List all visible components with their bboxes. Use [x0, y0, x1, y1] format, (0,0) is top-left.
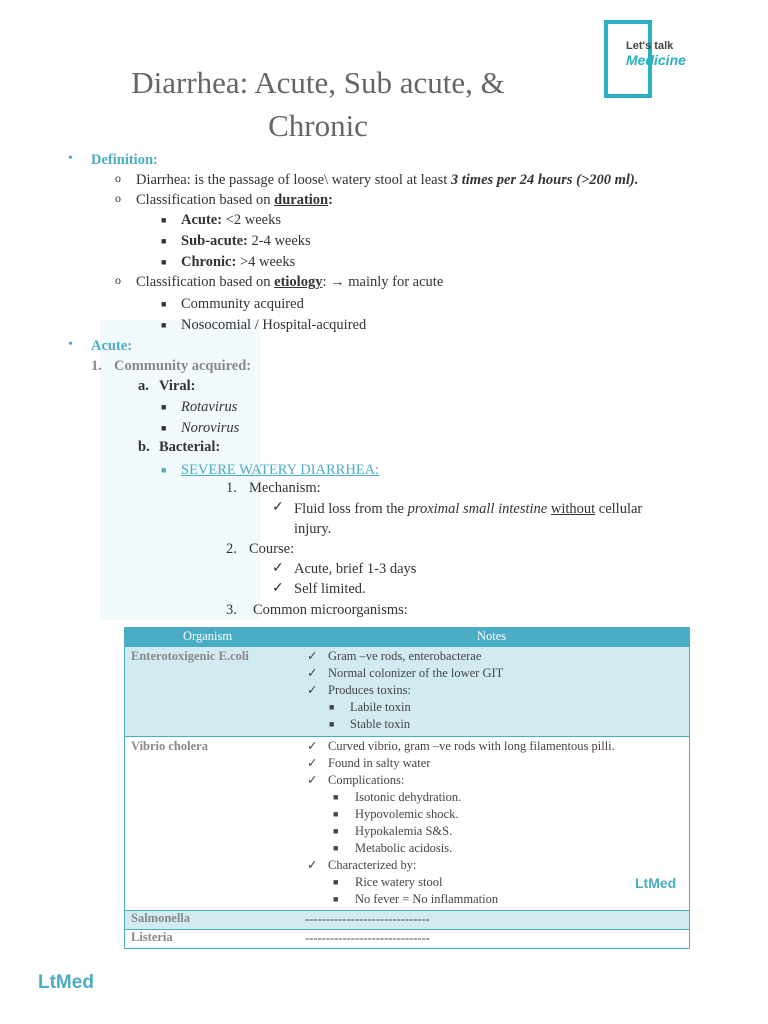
course-item-2: Self limited. — [294, 581, 366, 597]
num-2-course: 2. — [226, 541, 237, 557]
bullet-dot: • — [68, 337, 73, 352]
check-icon: ✓ — [307, 858, 318, 872]
course-item-1: Acute, brief 1-3 days — [294, 561, 417, 577]
dur-suffix: : — [328, 192, 333, 208]
bullet-square: ■ — [161, 402, 167, 412]
logo-line2: Medicine — [626, 52, 686, 68]
rotavirus: Rotavirus — [181, 399, 238, 415]
check-icon: ✓ — [272, 500, 284, 515]
community-acquired: Community acquired — [181, 296, 304, 312]
definition-emphasis: 3 times per 24 hours (>200 ml). — [450, 172, 639, 188]
chronic-duration — [181, 252, 295, 272]
viral-heading: Viral: — [159, 378, 196, 394]
note-item: Normal colonizer of the lower GIT — [328, 666, 504, 680]
definition-heading: Definition: — [91, 152, 158, 168]
note-item: Found in salty water — [328, 756, 431, 770]
note-placeholder: ------------------------------ — [305, 931, 430, 945]
note-item: Gram –ve rods, enterobacterae — [328, 649, 482, 663]
dur-key: duration — [274, 192, 329, 208]
check-icon: ✓ — [307, 666, 318, 680]
subacute-label: Sub-acute: — [181, 233, 248, 249]
check-icon: ✓ — [272, 561, 284, 576]
title-line2: Chronic — [268, 107, 368, 143]
table-row — [125, 646, 689, 736]
check-icon: ✓ — [307, 683, 318, 697]
note-subitem: No fever = No inflammation — [355, 892, 499, 906]
bullet-square: ■ — [161, 236, 167, 246]
note-item: Complications: — [328, 773, 405, 787]
definition-text: Diarrhea: is the passage of loose\ watery stool at least — [136, 172, 451, 188]
bullet-square: ■ — [161, 320, 167, 330]
eti-suffix: : → mainly for acute — [322, 274, 444, 290]
bullet-square: ■ — [161, 215, 167, 225]
mech-italic: proximal small intestine — [407, 501, 548, 517]
bullet-square: ■ — [333, 894, 339, 904]
mechanism-text — [294, 499, 642, 519]
mechanism-text-line2: injury. — [294, 521, 332, 537]
bullet-square: ■ — [333, 826, 339, 836]
letter-a: a. — [138, 378, 149, 394]
num-1-mech: 1. — [226, 480, 237, 496]
note-item: Produces toxins: — [328, 683, 411, 697]
chronic-value: >4 weeks — [236, 254, 296, 270]
acute-heading: Acute: — [91, 338, 133, 354]
num-1: 1. — [91, 358, 102, 374]
organism-cell: Salmonella — [131, 911, 191, 925]
num-3-common: 3. — [226, 602, 237, 618]
table-brand-mark: LtMed — [635, 875, 677, 891]
mech-suffix: cellular — [595, 501, 643, 517]
logo — [626, 40, 746, 68]
note-item: Curved vibrio, gram –ve rods with long filamentous pilli. — [328, 739, 615, 753]
common-heading: Common microorganisms: — [253, 602, 408, 618]
severe-watery-heading — [181, 460, 379, 480]
mechanism-heading: Mechanism: — [249, 480, 321, 496]
note-subitem: Metabolic acidosis. — [355, 841, 453, 855]
bullet-square: ■ — [333, 792, 339, 802]
diarrhea-definition — [136, 170, 638, 190]
page-title — [0, 64, 636, 146]
title-line1: Diarrhea: Acute, Sub acute, & — [131, 65, 505, 100]
acute-value: <2 weeks — [222, 212, 281, 228]
bacterial-heading: Bacterial: — [159, 439, 221, 455]
bullet-o: o — [115, 191, 121, 205]
norovirus: Norovirus — [181, 420, 240, 436]
classification-duration — [136, 190, 333, 210]
bullet-o: o — [115, 171, 121, 185]
note-subitem: Isotonic dehydration. — [355, 790, 462, 804]
header-organism: Organism — [183, 629, 233, 643]
footer-brand-mark: LtMed — [38, 972, 94, 993]
check-icon: ✓ — [307, 739, 318, 753]
organism-cell: Vibrio cholera — [131, 739, 208, 753]
dur-prefix: Classification based on — [136, 192, 275, 208]
note-subitem: Rice watery stool — [355, 875, 443, 889]
note-subitem: Stable toxin — [350, 717, 411, 731]
course-heading: Course: — [249, 541, 295, 557]
bullet-square: ■ — [161, 423, 167, 433]
bullet-square: ■ — [161, 465, 167, 475]
nosocomial: Nosocomial / Hospital-acquired — [181, 317, 367, 333]
note-subitem: Labile toxin — [350, 700, 411, 714]
bullet-dot: • — [68, 151, 73, 166]
check-icon: ✓ — [307, 756, 318, 770]
check-icon: ✓ — [307, 649, 318, 663]
header-notes: Notes — [477, 629, 507, 643]
letter-b: b. — [138, 439, 150, 455]
eti-key: etiology — [274, 274, 323, 290]
check-icon: ✓ — [272, 581, 284, 596]
table-row — [125, 736, 689, 910]
bullet-square: ■ — [333, 877, 339, 887]
table-header-row — [125, 628, 689, 646]
bullet-square: ■ — [329, 702, 335, 712]
check-icon: ✓ — [307, 773, 318, 787]
organism-cell: Listeria — [131, 930, 173, 944]
note-subitem: Hypovolemic shock. — [355, 807, 459, 821]
logo-line1: Let's talk — [626, 40, 674, 52]
table-row — [125, 929, 689, 948]
chronic-label: Chronic: — [181, 254, 237, 270]
community-heading: Community acquired: — [114, 358, 252, 374]
bullet-square: ■ — [329, 719, 335, 729]
classification-etiology — [136, 272, 443, 292]
mech-under: without — [550, 501, 596, 517]
acute-label: Acute: — [181, 212, 223, 228]
bullet-square: ■ — [161, 299, 167, 309]
bullet-square: ■ — [333, 843, 339, 853]
eti-prefix: Classification based on — [136, 274, 275, 290]
bullet-square: ■ — [333, 809, 339, 819]
microorganisms-table — [124, 627, 690, 949]
organism-cell: Enterotoxigenic E.coli — [131, 649, 249, 663]
bullet-square: ■ — [161, 257, 167, 267]
table-row — [125, 910, 689, 929]
subacute-duration — [181, 231, 311, 251]
note-placeholder: ------------------------------ — [305, 912, 430, 926]
note-item: Characterized by: — [328, 858, 417, 872]
mech-prefix: Fluid loss from the — [294, 501, 408, 517]
note-subitem: Hypokalemia S&S. — [355, 824, 453, 838]
severe-watery-text: SEVERE WATERY DIARRHEA: — [181, 462, 380, 478]
acute-duration — [181, 210, 281, 230]
bullet-o: o — [115, 273, 121, 287]
subacute-value: 2-4 weeks — [247, 233, 311, 249]
